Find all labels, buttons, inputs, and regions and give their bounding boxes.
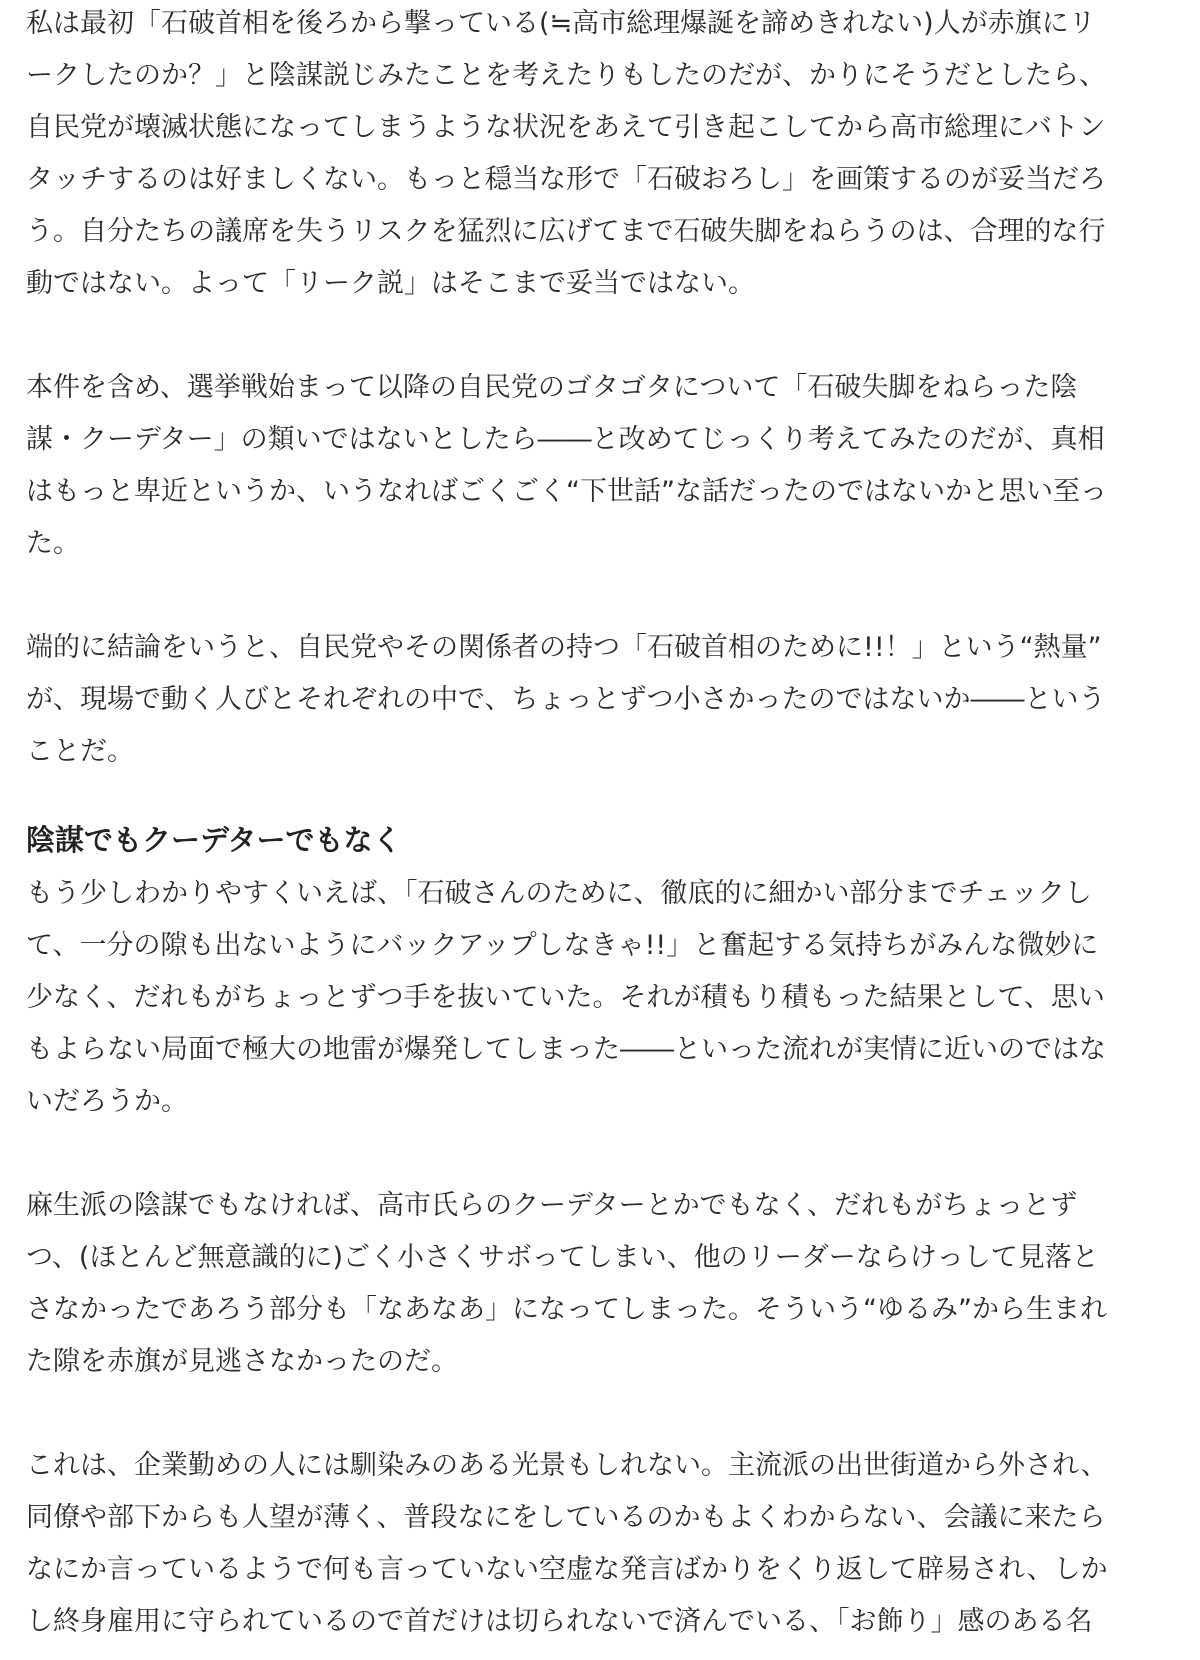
text-line: さなかったであろう部分も「なあなあ」になってしまった。そういう“ゆるみ”から生まれ <box>26 1294 1107 1325</box>
text-line: 私は最初「石破首相を後ろから撃っている(≒高市総理爆誕を諦めきれない)人が赤旗にリ <box>26 8 1096 39</box>
article-body <box>26 0 1186 1648</box>
paragraph-gap <box>26 1128 1186 1180</box>
text-line: 麻生派の陰謀でもなければ、高市氏らのクーデターとかでもなく、だれもがちょっとず <box>26 1190 1078 1221</box>
text-line: て、一分の隙も出ないようにバックアップしなきゃ!!」と奮起する気持ちがみんな微妙に <box>26 930 1099 961</box>
text-line: はもっと卑近というか、いうなればごくごく“下世話”な話だったのではないかと思い至っ <box>26 476 1107 507</box>
paragraph <box>26 1180 1186 1388</box>
paragraph <box>26 0 1186 310</box>
text-line: し終身雇用に守られているので首だけは切られないで済んでいる、「お飾り」感のある名 <box>26 1606 1093 1637</box>
paragraph-gap <box>26 570 1186 622</box>
section-heading: 陰謀でもクーデターでもなく <box>26 823 402 857</box>
text-line: 端的に結論をいうと、自民党やその関係者の持つ「石破首相のために!!！」という“熱量” <box>26 632 1102 663</box>
text-line: 少なく、だれもがちょっとずつ手を抜いていた。それが積もり積もった結果として、思い <box>26 982 1105 1013</box>
text-line: ことだ。 <box>26 736 134 767</box>
paragraph <box>26 362 1186 570</box>
paragraph-gap <box>26 1388 1186 1440</box>
text-line: もよらない局面で極大の地雷が爆発してしまった――といった流れが実情に近いのではな <box>26 1034 1106 1065</box>
paragraph <box>26 622 1186 778</box>
text-line: 謀・クーデター」の類いではないとしたら――と改めてじっくり考えてみたのだが、真相 <box>26 424 1105 455</box>
text-line: 自民党が壊滅状態になってしまうような状況をあえて引き起こしてから高市総理にバトン <box>26 112 1106 143</box>
text-line: つ、(ほとんど無意識的に)ごく小さくサボってしまい、他のリーダーならけっして見落と <box>26 1242 1099 1273</box>
text-line: た隙を赤旗が見逃さなかったのだ。 <box>26 1346 458 1377</box>
paragraph <box>26 1440 1186 1648</box>
text-line: ークしたのか？」と陰謀説じみたことを考えたりもしたのだが、かりにそうだとしたら、 <box>26 60 1106 91</box>
text-line: これは、企業勤めの人には馴染みのある光景もしれない。主流派の出世街道から外され、 <box>26 1450 1108 1481</box>
text-line: なにか言っているようで何も言っていない空虚な発言ばかりをくり返して辟易され、しか <box>26 1554 1108 1585</box>
text-line: う。自分たちの議席を失うリスクを猛烈に広げてまで石破失脚をねらうのは、合理的な行 <box>26 216 1106 247</box>
text-line: タッチするのは好ましくない。もっと穏当な形で「石破おろし」を画策するのが妥当だろ <box>26 164 1106 195</box>
text-line: た。 <box>26 528 80 559</box>
text-line: が、現場で動く人びとそれぞれの中で、ちょっとずつ小さかったのではないか――という <box>26 684 1106 715</box>
paragraph-gap <box>26 310 1186 362</box>
text-line: 同僚や部下からも人望が薄く、普段なにをしているのかもよくわからない、会議に来たら <box>26 1502 1106 1533</box>
text-line: 動ではない。よって「リーク説」はそこまで妥当ではない。 <box>26 268 755 299</box>
text-line: いだろうか。 <box>26 1086 188 1117</box>
text-line: 本件を含め、選挙戦始まって以降の自民党のゴタゴタについて「石破失脚をねらった陰 <box>26 372 1078 403</box>
text-line: もう少しわかりやすくいえば、「石破さんのために、徹底的に細かい部分までチェックし <box>26 878 1092 909</box>
paragraph <box>26 868 1186 1128</box>
